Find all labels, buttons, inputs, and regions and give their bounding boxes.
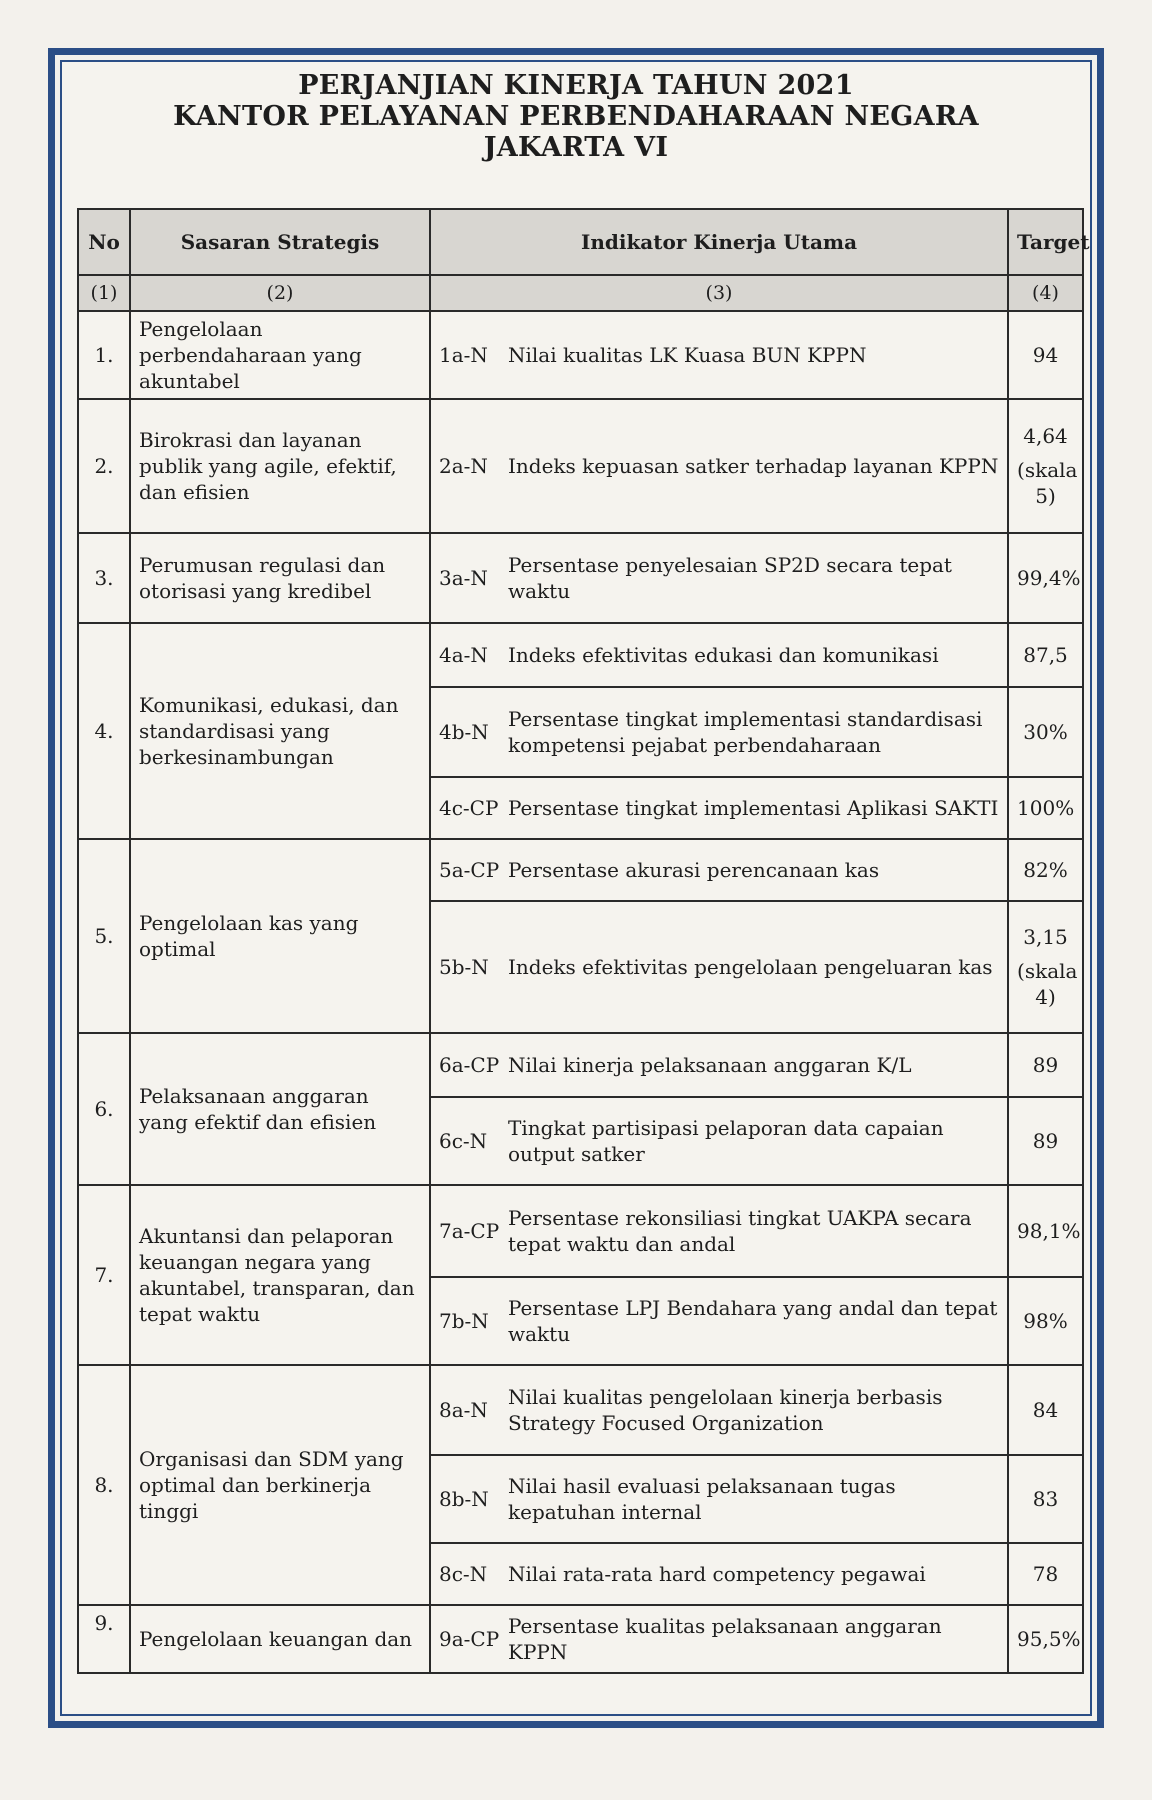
row-indikator: Indeks efektivitas pengelolaan pengeluaran kas [500, 901, 1008, 1033]
document-title [0, 70, 1152, 163]
row-indikator: Persentase penyelesaian SP2D secara tepat waktu [500, 533, 1008, 623]
row-indikator: Tingkat partisipasi pelaporan data capaian output satker [500, 1097, 1008, 1185]
table-row [78, 1605, 1083, 1673]
row-indikator: Persentase kualitas pelaksanaan anggaran KPPN [500, 1605, 1008, 1673]
row-code: 5b-N [430, 901, 500, 1033]
row-indikator: Indeks efektivitas edukasi dan komunikasi [500, 623, 1008, 687]
row-indikator: Persentase rekonsiliasi tingkat UAKPA secara tepat waktu dan andal [500, 1185, 1008, 1277]
header-target: Target [1008, 209, 1083, 275]
row-sasaran: Birokrasi dan layanan publik yang agile, efektif, dan efisien [130, 399, 430, 533]
header-indikator: Indikator Kinerja Utama [430, 209, 1008, 275]
table-row [78, 839, 1083, 901]
target-scale-note: (skala 4) [1017, 959, 1078, 1009]
row-no: 7. [78, 1185, 130, 1365]
table-header-row [78, 209, 1083, 275]
row-target: 94 [1008, 311, 1083, 399]
row-code: 6a-CP [430, 1033, 500, 1097]
row-code: 4b-N [430, 687, 500, 777]
row-indikator: Nilai kinerja pelaksanaan anggaran K/L [500, 1033, 1008, 1097]
row-target [1008, 399, 1083, 533]
row-sasaran: Pengelolaan perbendaharaan yang akuntabel [130, 311, 430, 399]
row-indikator: Nilai kualitas LK Kuasa BUN KPPN [500, 311, 1008, 399]
table-row [78, 623, 1083, 687]
row-sasaran: Akuntansi dan pelaporan keuangan negara yang akuntabel, transparan, dan tepat waktu [130, 1185, 430, 1365]
row-code: 7b-N [430, 1277, 500, 1365]
row-target: 100% [1008, 777, 1083, 839]
row-indikator: Nilai rata-rata hard competency pegawai [500, 1543, 1008, 1605]
row-code: 8a-N [430, 1365, 500, 1455]
colnum-4: (4) [1008, 275, 1083, 311]
row-no: 1. [78, 311, 130, 399]
header-sasaran: Sasaran Strategis [130, 209, 430, 275]
row-target: 95,5% [1008, 1605, 1083, 1673]
row-indikator: Persentase tingkat implementasi standardisasi kompetensi pejabat perbendaharaan [500, 687, 1008, 777]
row-code: 8b-N [430, 1455, 500, 1543]
row-no: 9. [78, 1605, 130, 1673]
row-sasaran: Organisasi dan SDM yang optimal dan berkinerja tinggi [130, 1365, 430, 1605]
row-target: 78 [1008, 1543, 1083, 1605]
row-target: 84 [1008, 1365, 1083, 1455]
row-target: 89 [1008, 1097, 1083, 1185]
row-no: 2. [78, 399, 130, 533]
table-row [78, 399, 1083, 533]
row-code: 3a-N [430, 533, 500, 623]
row-no: 6. [78, 1033, 130, 1185]
row-indikator: Indeks kepuasan satker terhadap layanan KPPN [500, 399, 1008, 533]
row-no: 3. [78, 533, 130, 623]
row-code: 4c-CP [430, 777, 500, 839]
header-no: No [78, 209, 130, 275]
row-code: 1a-N [430, 311, 500, 399]
colnum-1: (1) [78, 275, 130, 311]
row-target: 30% [1008, 687, 1083, 777]
row-code: 7a-CP [430, 1185, 500, 1277]
table-row [78, 1185, 1083, 1277]
row-sasaran: Pelaksanaan anggaran yang efektif dan efisien [130, 1033, 430, 1185]
row-sasaran: Perumusan regulasi dan otorisasi yang kredibel [130, 533, 430, 623]
row-target [1008, 901, 1083, 1033]
row-code: 5a-CP [430, 839, 500, 901]
row-no: 5. [78, 839, 130, 1033]
row-no: 8. [78, 1365, 130, 1605]
row-sasaran: Komunikasi, edukasi, dan standardisasi yang berkesinambungan [130, 623, 430, 839]
row-target: 87,5 [1008, 623, 1083, 687]
table-row [78, 1033, 1083, 1097]
column-number-row [78, 275, 1083, 311]
table-row [78, 1365, 1083, 1455]
row-target: 82% [1008, 839, 1083, 901]
table-row [78, 311, 1083, 399]
target-value: 3,15 [1023, 925, 1068, 949]
row-target: 98,1% [1008, 1185, 1083, 1277]
colnum-2: (2) [130, 275, 430, 311]
row-target: 98% [1008, 1277, 1083, 1365]
row-target: 99,4% [1008, 533, 1083, 623]
row-code: 2a-N [430, 399, 500, 533]
row-indikator: Persentase tingkat implementasi Aplikasi SAKTI [500, 777, 1008, 839]
row-no: 4. [78, 623, 130, 839]
row-indikator: Nilai hasil evaluasi pelaksanaan tugas kepatuhan internal [500, 1455, 1008, 1543]
row-indikator: Nilai kualitas pengelolaan kinerja berbasis Strategy Focused Organization [500, 1365, 1008, 1455]
row-target: 83 [1008, 1455, 1083, 1543]
target-value: 4,64 [1023, 424, 1068, 448]
row-sasaran: Pengelolaan kas yang optimal [130, 839, 430, 1033]
row-indikator: Persentase akurasi perencanaan kas [500, 839, 1008, 901]
row-code: 8c-N [430, 1543, 500, 1605]
row-code: 4a-N [430, 623, 500, 687]
row-sasaran: Pengelolaan keuangan dan [130, 1605, 430, 1673]
title-line-1: PERJANJIAN KINERJA TAHUN 2021 [298, 70, 854, 101]
row-code: 9a-CP [430, 1605, 500, 1673]
title-line-3: JAKARTA VI [483, 132, 669, 163]
table-row [78, 533, 1083, 623]
row-code: 6c-N [430, 1097, 500, 1185]
performance-table [77, 208, 1090, 1674]
row-target: 89 [1008, 1033, 1083, 1097]
row-indikator: Persentase LPJ Bendahara yang andal dan tepat waktu [500, 1277, 1008, 1365]
title-line-2: KANTOR PELAYANAN PERBENDAHARAAN NEGARA [173, 101, 979, 132]
target-scale-note: (skala 5) [1017, 458, 1078, 508]
colnum-3: (3) [430, 275, 1008, 311]
